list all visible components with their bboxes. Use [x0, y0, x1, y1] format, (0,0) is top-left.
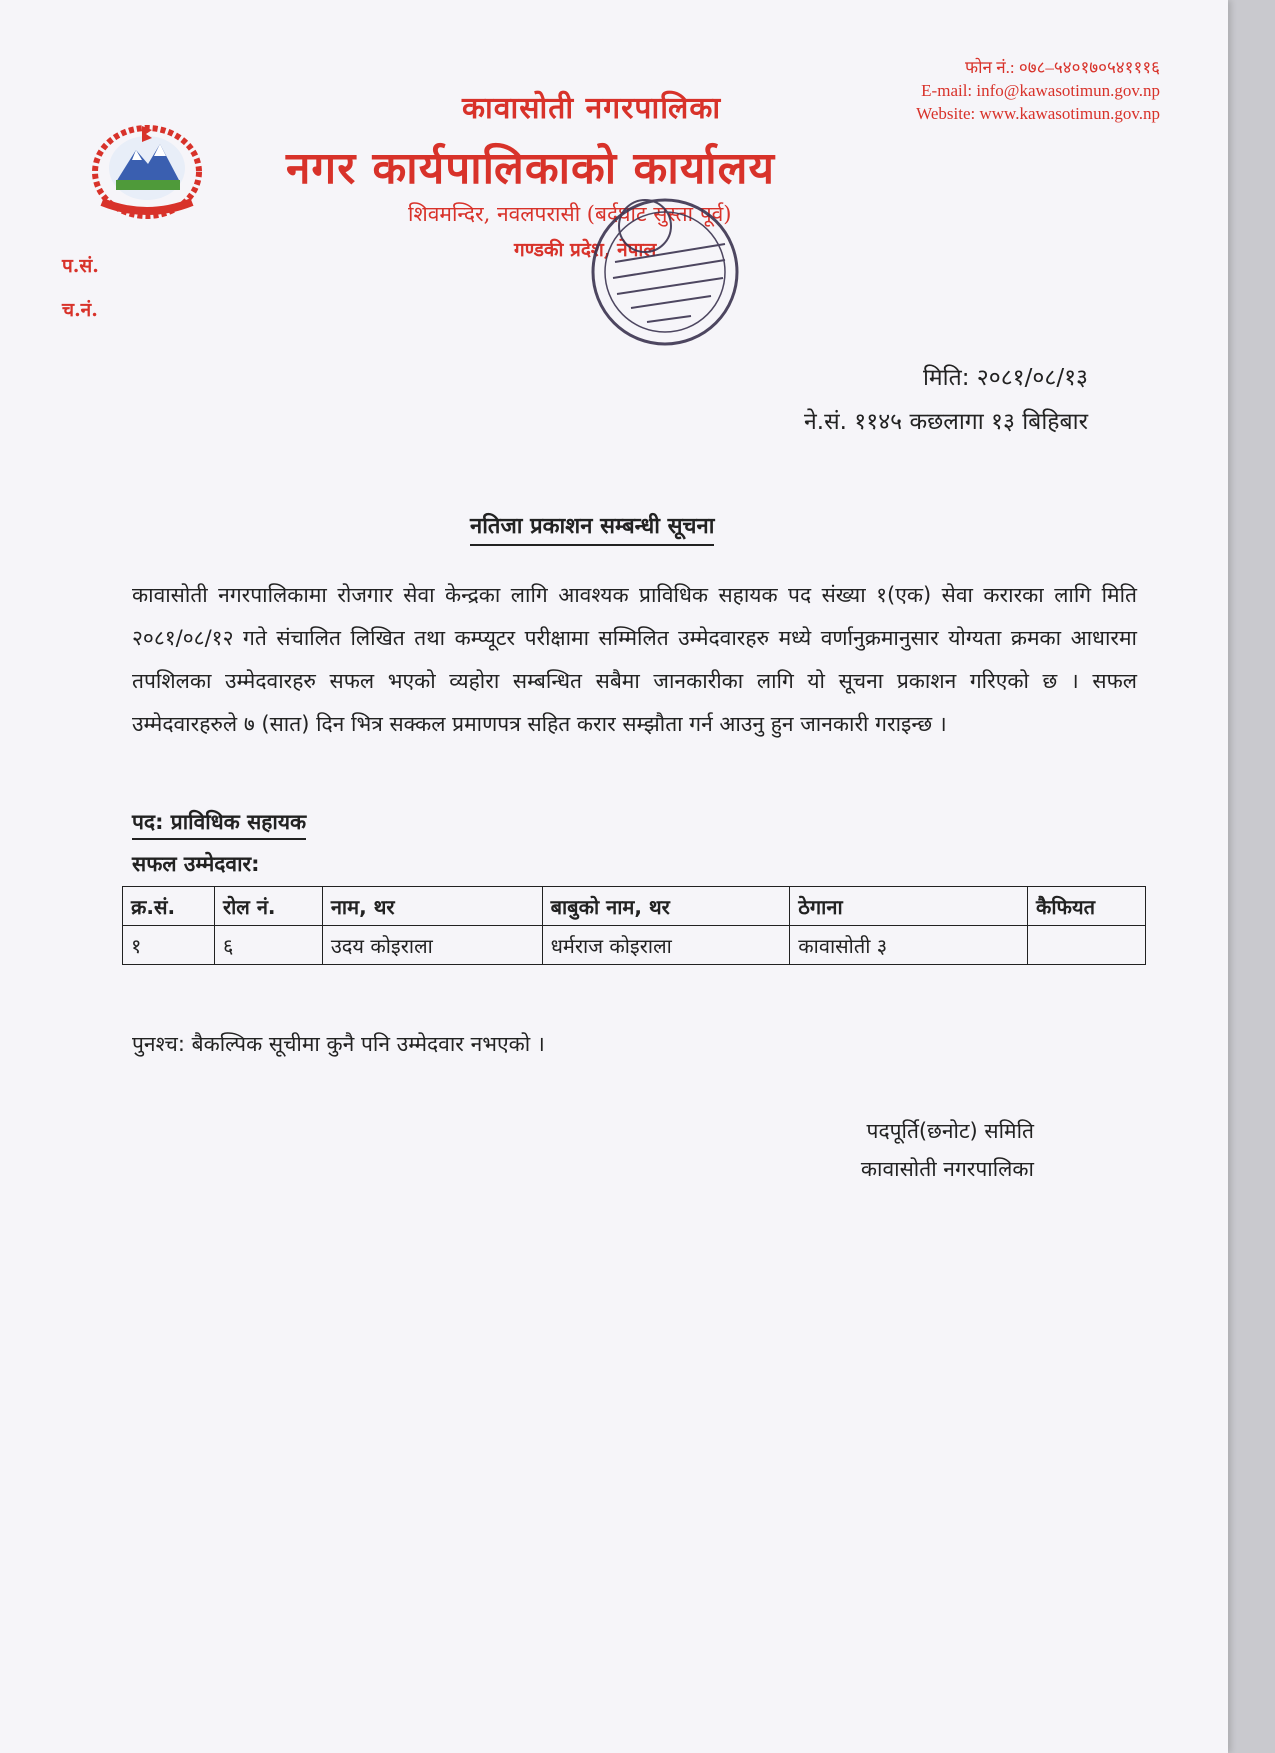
column-header-serial: क्र.सं.: [123, 887, 215, 926]
table-row: [123, 926, 1146, 965]
cell-roll: ६: [214, 926, 322, 965]
column-header-roll: रोल नं.: [214, 887, 322, 926]
signature-block: [861, 1112, 1034, 1188]
municipality-name: कावासोती नगरपालिका: [462, 91, 722, 126]
column-header-address: ठेगाना: [790, 887, 1028, 926]
phone-number: फोन नं.: ०७८–५४०१७०५४१११६: [965, 58, 1160, 77]
result-table: [122, 886, 1146, 965]
cell-address: कावासोती ३: [790, 926, 1028, 965]
notice-title: नतिजा प्रकाशन सम्बन्धी सूचना: [470, 510, 714, 546]
column-header-name: नाम, थर: [322, 887, 542, 926]
reference-number-label: प.सं.: [62, 255, 99, 277]
office-address: शिवमन्दिर, नवलपरासी (बर्दघाट सुस्ता पूर्व): [408, 202, 732, 226]
cell-serial: १: [123, 926, 215, 965]
date-block: [804, 356, 1088, 444]
column-header-remarks: कैफियत: [1028, 887, 1146, 926]
postscript-note: पुनश्च: बैकल्पिक सूचीमा कुनै पनि उम्मेदवार नभएको ।: [132, 1032, 545, 1056]
notice-body: कावासोती नगरपालिकामा रोजगार सेवा केन्द्रका लागि आवश्यक प्राविधिक सहायक पद संख्या १(एक) सेवा करारका लागि मिति २०८१/०८/१२ गते संचालित लिखित तथा कम्प्यूटर परीक्षामा सम्मिलित उम्मेदवारहरु मध्ये वर्णानुक्रमानुसार योग्यता क्रमका आधारमा तपशिलका उम्मेदवारहरु सफल भएको व्यहोरा सम्बन्धित सबैमा जानकारीका लागि यो सूचना प्रकाशन गरिएको छ । सफल उम्मेदवारहरुले ७ (सात) दिन भित्र सक्कल प्रमाणपत्र सहित करार सम्झौता गर्न आउनु हुन जानकारी गराइन्छ ।: [132, 583, 1137, 736]
dispatch-number-label: च.नं.: [62, 299, 98, 321]
successful-candidates-label: सफल उम्मेदवार:: [132, 852, 260, 876]
website-address: Website: www.kawasotimun.gov.np: [916, 104, 1160, 123]
post-label: पद: प्राविधिक सहायक: [132, 808, 306, 840]
issue-date: मिति: २०८१/०८/१३: [922, 365, 1088, 391]
contact-block: [916, 56, 1160, 125]
cell-name: उदय कोइराला: [322, 926, 542, 965]
column-header-father-name: बाबुको नाम, थर: [542, 887, 790, 926]
nepal-sambat-date: ने.सं. ११४५ कछलागा १३ बिहिबार: [804, 409, 1088, 435]
nepal-government-emblem-icon: [86, 116, 208, 222]
office-name: नगर कार्यपालिकाको कार्यालय: [286, 143, 775, 194]
office-province: गण्डकी प्रदेश, नेपाल: [514, 239, 657, 261]
signature-municipality: कावासोती नगरपालिका: [860, 1157, 1034, 1181]
office-seal-stamp-icon: [575, 190, 755, 355]
email-address: E-mail: info@kawasotimun.gov.np: [921, 81, 1160, 100]
committee-name: पदपूर्ति(छनोट) समिति: [866, 1119, 1034, 1143]
cell-father-name: धर्मराज कोइराला: [542, 926, 790, 965]
table-header-row: [123, 887, 1146, 926]
cell-remarks: [1028, 926, 1146, 965]
